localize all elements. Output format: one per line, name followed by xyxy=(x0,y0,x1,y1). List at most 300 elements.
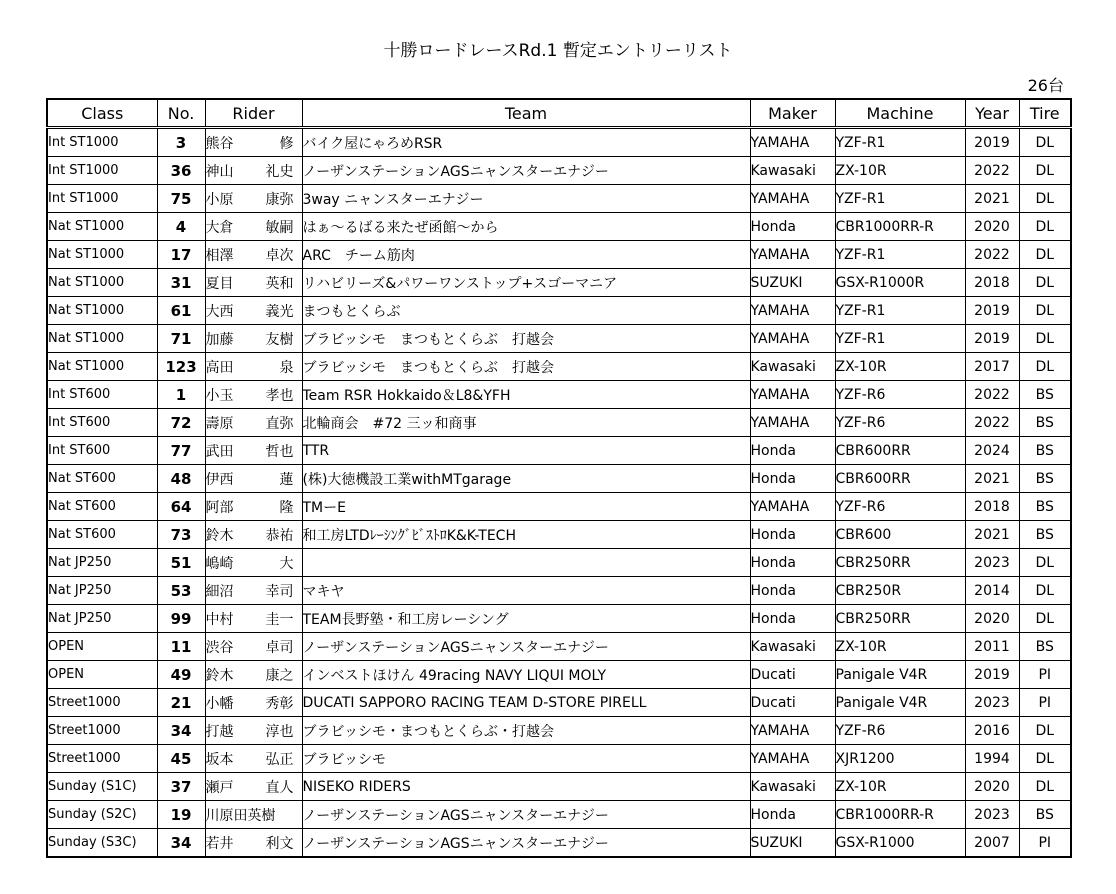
rider-family-name: 武田 xyxy=(205,443,234,460)
class-cell: Nat ST1000 xyxy=(47,297,157,325)
rider-cell xyxy=(205,185,302,213)
machine-cell: YZF-R6 xyxy=(835,717,965,745)
rider-name xyxy=(206,665,302,685)
maker-cell: Ducati xyxy=(750,689,835,717)
maker-cell: Honda xyxy=(750,577,835,605)
rider-family-name: 渋谷 xyxy=(205,639,234,656)
class-cell: Street1000 xyxy=(47,717,157,745)
tire-cell: BS xyxy=(1019,633,1071,661)
team-cell: ノーザンステーションAGSニャンスターエナジー xyxy=(302,157,750,185)
rider-name xyxy=(206,581,302,601)
class-cell: Int ST600 xyxy=(47,437,157,465)
table-row xyxy=(47,325,1071,353)
rider-cell xyxy=(205,689,302,717)
table-row xyxy=(47,157,1071,185)
year-cell: 2019 xyxy=(965,297,1019,325)
class-cell: Nat ST600 xyxy=(47,521,157,549)
year-cell: 2023 xyxy=(965,689,1019,717)
rider-family-name: 嶋崎 xyxy=(205,555,234,572)
number-cell: 73 xyxy=(157,521,205,549)
machine-cell: CBR1000RR-R xyxy=(835,213,965,241)
team-cell: ノーザンステーションAGSニャンスターエナジー xyxy=(302,801,750,829)
table-row xyxy=(47,633,1071,661)
maker-cell: YAMAHA xyxy=(750,493,835,521)
rider-name xyxy=(206,469,302,489)
table-row xyxy=(47,409,1071,437)
tire-cell: DL xyxy=(1019,577,1071,605)
page-title: 十勝ロードレースRd.1 暫定エントリーリスト xyxy=(383,41,733,61)
team-cell: TEAM長野塾・和工房レーシング xyxy=(302,605,750,633)
maker-cell: Honda xyxy=(750,549,835,577)
table-row xyxy=(47,269,1071,297)
class-cell: Sunday (S1C) xyxy=(47,773,157,801)
rider-given-name: 弘正 xyxy=(265,751,294,768)
year-cell: 2022 xyxy=(965,409,1019,437)
rider-family-name: 瀬戸 xyxy=(205,779,234,796)
rider-name xyxy=(206,525,302,545)
rider-cell xyxy=(205,465,302,493)
year-cell: 2019 xyxy=(965,661,1019,689)
machine-cell: ZX-10R xyxy=(835,773,965,801)
tire-cell: BS xyxy=(1019,409,1071,437)
rider-name xyxy=(206,245,302,265)
number-cell: 49 xyxy=(157,661,205,689)
machine-cell: CBR250R xyxy=(835,577,965,605)
table-row xyxy=(47,241,1071,269)
rider-cell xyxy=(205,353,302,381)
rider-cell xyxy=(205,409,302,437)
tire-cell: DL xyxy=(1019,213,1071,241)
tire-cell: BS xyxy=(1019,465,1071,493)
rider-name xyxy=(206,301,302,321)
rider-cell xyxy=(205,829,302,858)
rider-family-name: 阿部 xyxy=(205,499,234,516)
team-cell: ブラビッシモ・まつもとくらぶ・打越会 xyxy=(302,717,750,745)
rider-cell xyxy=(205,381,302,409)
team-cell: 北輪商会 #72 三ッ和商事 xyxy=(302,409,750,437)
tire-cell: DL xyxy=(1019,269,1071,297)
year-cell: 2017 xyxy=(965,353,1019,381)
rider-given-name: 英和 xyxy=(265,275,294,292)
rider-given-name: 康之 xyxy=(265,667,294,684)
tire-cell: DL xyxy=(1019,157,1071,185)
rider-cell xyxy=(205,745,302,773)
rider-given-name: 恭祐 xyxy=(265,527,294,544)
number-cell: 61 xyxy=(157,297,205,325)
tire-cell: DL xyxy=(1019,353,1071,381)
machine-cell: CBR600RR xyxy=(835,465,965,493)
rider-cell xyxy=(205,773,302,801)
rider-given-name: 秀彰 xyxy=(265,695,294,712)
class-cell: Nat ST1000 xyxy=(47,353,157,381)
year-cell: 2022 xyxy=(965,241,1019,269)
number-cell: 53 xyxy=(157,577,205,605)
number-cell: 11 xyxy=(157,633,205,661)
team-cell: ブラビッシモ xyxy=(302,745,750,773)
rider-name xyxy=(206,637,302,657)
rider-given-name: 敏嗣 xyxy=(265,219,294,236)
team-cell: TTR xyxy=(302,437,750,465)
rider-given-name: 直人 xyxy=(265,779,294,796)
maker-cell: YAMAHA xyxy=(750,409,835,437)
tire-cell: PI xyxy=(1019,661,1071,689)
table-row xyxy=(47,297,1071,325)
rider-family-name: 壽原 xyxy=(205,415,234,432)
class-cell: Nat ST1000 xyxy=(47,325,157,353)
number-cell: 48 xyxy=(157,465,205,493)
rider-name xyxy=(206,693,302,713)
rider-given-name: 直弥 xyxy=(265,415,294,432)
rider-name xyxy=(206,609,302,629)
maker-cell: SUZUKI xyxy=(750,269,835,297)
table-row xyxy=(47,213,1071,241)
year-cell: 2019 xyxy=(965,128,1019,157)
rider-cell xyxy=(205,633,302,661)
table-row xyxy=(47,521,1071,549)
machine-cell: YZF-R1 xyxy=(835,185,965,213)
year-cell: 2021 xyxy=(965,185,1019,213)
rider-family-name: 夏目 xyxy=(205,275,234,292)
maker-cell: Kawasaki xyxy=(750,633,835,661)
number-cell: 34 xyxy=(157,829,205,858)
rider-family-name: 若井 xyxy=(205,835,234,852)
rider-name xyxy=(206,805,302,825)
maker-cell: SUZUKI xyxy=(750,829,835,858)
table-row xyxy=(47,773,1071,801)
machine-cell: CBR600RR xyxy=(835,437,965,465)
class-cell: Sunday (S2C) xyxy=(47,801,157,829)
class-cell: Street1000 xyxy=(47,689,157,717)
maker-cell: Kawasaki xyxy=(750,353,835,381)
year-cell: 2022 xyxy=(965,381,1019,409)
tire-cell: DL xyxy=(1019,297,1071,325)
rider-given-name: 卓次 xyxy=(265,247,294,264)
rider-cell xyxy=(205,521,302,549)
rider-cell xyxy=(205,717,302,745)
team-cell: ブラビッシモ まつもとくらぶ 打越会 xyxy=(302,353,750,381)
rider-name xyxy=(206,749,302,769)
year-cell: 2022 xyxy=(965,157,1019,185)
rider-name xyxy=(206,385,302,405)
class-cell: Nat ST600 xyxy=(47,465,157,493)
team-cell: TMーE xyxy=(302,493,750,521)
table-row xyxy=(47,465,1071,493)
rider-name xyxy=(206,413,302,433)
rider-family-name: 伊西 xyxy=(205,471,234,488)
table-row xyxy=(47,605,1071,633)
tire-cell: BS xyxy=(1019,493,1071,521)
rider-given-name: 蓮 xyxy=(279,471,294,488)
class-cell: Int ST1000 xyxy=(47,185,157,213)
table-row xyxy=(47,689,1071,717)
tire-cell: BS xyxy=(1019,801,1071,829)
tire-cell: PI xyxy=(1019,829,1071,858)
tire-cell: DL xyxy=(1019,549,1071,577)
rider-name xyxy=(206,777,302,797)
machine-cell: YZF-R1 xyxy=(835,297,965,325)
maker-cell: Kawasaki xyxy=(750,157,835,185)
rider-name xyxy=(206,189,302,209)
rider-cell xyxy=(205,661,302,689)
team-cell: ARC チーム筋肉 xyxy=(302,241,750,269)
rider-cell xyxy=(205,437,302,465)
tire-cell: DL xyxy=(1019,605,1071,633)
year-cell: 2011 xyxy=(965,633,1019,661)
rider-given-name: 利文 xyxy=(265,835,294,852)
table-row xyxy=(47,801,1071,829)
header-team: Team xyxy=(302,99,750,128)
rider-cell xyxy=(205,493,302,521)
rider-family-name: 坂本 xyxy=(205,751,234,768)
rider-cell xyxy=(205,213,302,241)
rider-family-name: 鈴木 xyxy=(205,667,234,684)
machine-cell: ZX-10R xyxy=(835,157,965,185)
rider-name xyxy=(206,273,302,293)
machine-cell: CBR250RR xyxy=(835,549,965,577)
year-cell: 2018 xyxy=(965,493,1019,521)
table-row xyxy=(47,577,1071,605)
tire-cell: DL xyxy=(1019,185,1071,213)
rider-family-name: 細沼 xyxy=(205,583,234,600)
rider-family-name: 高田 xyxy=(205,359,234,376)
entry-count: 26台 xyxy=(1027,76,1064,95)
rider-given-name: 哲也 xyxy=(265,443,294,460)
maker-cell: YAMAHA xyxy=(750,185,835,213)
year-cell: 2007 xyxy=(965,829,1019,858)
table-row xyxy=(47,493,1071,521)
tire-cell: DL xyxy=(1019,325,1071,353)
team-cell: マキヤ xyxy=(302,577,750,605)
rider-given-name: 大 xyxy=(279,555,294,572)
number-cell: 77 xyxy=(157,437,205,465)
year-cell: 2024 xyxy=(965,437,1019,465)
rider-family-name: 打越 xyxy=(205,723,234,740)
number-cell: 19 xyxy=(157,801,205,829)
machine-cell: YZF-R6 xyxy=(835,493,965,521)
header-rider: Rider xyxy=(205,99,302,128)
table-row xyxy=(47,549,1071,577)
maker-cell: YAMAHA xyxy=(750,325,835,353)
maker-cell: YAMAHA xyxy=(750,381,835,409)
rider-name xyxy=(206,833,302,853)
table-row xyxy=(47,829,1071,858)
class-cell: Int ST600 xyxy=(47,409,157,437)
number-cell: 4 xyxy=(157,213,205,241)
maker-cell: YAMAHA xyxy=(750,297,835,325)
year-cell: 2020 xyxy=(965,605,1019,633)
header-row xyxy=(47,99,1071,128)
year-cell: 2023 xyxy=(965,801,1019,829)
team-cell: ノーザンステーションAGSニャンスターエナジー xyxy=(302,633,750,661)
team-cell: Team RSR Hokkaido＆L8&YFH xyxy=(302,381,750,409)
header-tire: Tire xyxy=(1019,99,1071,128)
machine-cell: ZX-10R xyxy=(835,633,965,661)
machine-cell: YZF-R1 xyxy=(835,128,965,157)
year-cell: 2018 xyxy=(965,269,1019,297)
team-cell: NISEKO RIDERS xyxy=(302,773,750,801)
maker-cell: Honda xyxy=(750,801,835,829)
number-cell: 75 xyxy=(157,185,205,213)
maker-cell: Kawasaki xyxy=(750,773,835,801)
rider-name xyxy=(206,721,302,741)
rider-family-name: 鈴木 xyxy=(205,527,234,544)
tire-cell: BS xyxy=(1019,521,1071,549)
table-row xyxy=(47,185,1071,213)
table-row xyxy=(47,128,1071,157)
maker-cell: Honda xyxy=(750,437,835,465)
rider-family-name: 小幡 xyxy=(205,695,234,712)
number-cell: 37 xyxy=(157,773,205,801)
rider-given-name: 隆 xyxy=(279,499,294,516)
machine-cell: YZF-R1 xyxy=(835,325,965,353)
tire-cell: DL xyxy=(1019,773,1071,801)
rider-cell xyxy=(205,549,302,577)
number-cell: 36 xyxy=(157,157,205,185)
tire-cell: DL xyxy=(1019,128,1071,157)
year-cell: 2014 xyxy=(965,577,1019,605)
rider-given-name: 圭一 xyxy=(265,611,294,628)
table-row xyxy=(47,661,1071,689)
class-cell: OPEN xyxy=(47,633,157,661)
rider-family-name: 神山 xyxy=(205,163,234,180)
number-cell: 21 xyxy=(157,689,205,717)
class-cell: Nat ST1000 xyxy=(47,241,157,269)
year-cell: 2019 xyxy=(965,325,1019,353)
number-cell: 51 xyxy=(157,549,205,577)
tire-cell: PI xyxy=(1019,689,1071,717)
year-cell: 2020 xyxy=(965,213,1019,241)
rider-given-name: 康弥 xyxy=(265,191,294,208)
maker-cell: YAMAHA xyxy=(750,745,835,773)
team-cell: (株)大徳機設工業withMTgarage xyxy=(302,465,750,493)
machine-cell: YZF-R1 xyxy=(835,241,965,269)
rider-name xyxy=(206,133,302,153)
header-maker: Maker xyxy=(750,99,835,128)
class-cell: Nat ST600 xyxy=(47,493,157,521)
maker-cell: YAMAHA xyxy=(750,128,835,157)
rider-cell xyxy=(205,241,302,269)
rider-family-name: 熊谷 xyxy=(205,135,234,152)
maker-cell: Honda xyxy=(750,213,835,241)
machine-cell: ZX-10R xyxy=(835,353,965,381)
year-cell: 2023 xyxy=(965,549,1019,577)
rider-cell xyxy=(205,269,302,297)
number-cell: 17 xyxy=(157,241,205,269)
rider-family-name: 川原田英樹 xyxy=(205,807,276,824)
table-row xyxy=(47,381,1071,409)
team-cell: ノーザンステーションAGSニャンスターエナジー xyxy=(302,829,750,858)
number-cell: 64 xyxy=(157,493,205,521)
rider-cell xyxy=(205,297,302,325)
machine-cell: XJR1200 xyxy=(835,745,965,773)
class-cell: Int ST1000 xyxy=(47,157,157,185)
rider-given-name: 卓司 xyxy=(265,639,294,656)
machine-cell: CBR600 xyxy=(835,521,965,549)
rider-name xyxy=(206,329,302,349)
rider-name xyxy=(206,497,302,517)
machine-cell: YZF-R6 xyxy=(835,409,965,437)
rider-name xyxy=(206,217,302,237)
rider-cell xyxy=(205,157,302,185)
table-row xyxy=(47,437,1071,465)
tire-cell: BS xyxy=(1019,437,1071,465)
maker-cell: Honda xyxy=(750,521,835,549)
number-cell: 99 xyxy=(157,605,205,633)
rider-given-name: 孝也 xyxy=(265,387,294,404)
tire-cell: DL xyxy=(1019,241,1071,269)
class-cell: Nat JP250 xyxy=(47,549,157,577)
rider-name xyxy=(206,161,302,181)
class-cell: Int ST600 xyxy=(47,381,157,409)
header-no: No. xyxy=(157,99,205,128)
table-row xyxy=(47,353,1071,381)
rider-cell xyxy=(205,801,302,829)
rider-given-name: 幸司 xyxy=(265,583,294,600)
class-cell: Street1000 xyxy=(47,745,157,773)
maker-cell: YAMAHA xyxy=(750,717,835,745)
number-cell: 72 xyxy=(157,409,205,437)
entry-table xyxy=(46,98,1072,858)
year-cell: 2016 xyxy=(965,717,1019,745)
rider-given-name: 礼史 xyxy=(265,163,294,180)
machine-cell: CBR1000RR-R xyxy=(835,801,965,829)
rider-name xyxy=(206,357,302,377)
year-cell: 2020 xyxy=(965,773,1019,801)
number-cell: 3 xyxy=(157,128,205,157)
machine-cell: GSX-R1000R xyxy=(835,269,965,297)
number-cell: 71 xyxy=(157,325,205,353)
number-cell: 34 xyxy=(157,717,205,745)
class-cell: OPEN xyxy=(47,661,157,689)
tire-cell: BS xyxy=(1019,381,1071,409)
maker-cell: YAMAHA xyxy=(750,241,835,269)
maker-cell: Honda xyxy=(750,605,835,633)
rider-cell xyxy=(205,577,302,605)
class-cell: Nat ST1000 xyxy=(47,269,157,297)
team-cell: まつもとくらぶ xyxy=(302,297,750,325)
rider-cell xyxy=(205,605,302,633)
team-cell: DUCATI SAPPORO RACING TEAM D-STORE PIRELL xyxy=(302,689,750,717)
rider-given-name: 修 xyxy=(279,135,294,152)
rider-family-name: 小原 xyxy=(205,191,234,208)
number-cell: 1 xyxy=(157,381,205,409)
rider-family-name: 中村 xyxy=(205,611,234,628)
class-cell: Nat ST1000 xyxy=(47,213,157,241)
header-year: Year xyxy=(965,99,1019,128)
team-cell xyxy=(302,549,750,577)
team-cell: 3way ニャンスターエナジー xyxy=(302,185,750,213)
rider-name xyxy=(206,553,302,573)
rider-cell xyxy=(205,128,302,157)
number-cell: 31 xyxy=(157,269,205,297)
header-machine: Machine xyxy=(835,99,965,128)
year-cell: 2021 xyxy=(965,465,1019,493)
tire-cell: DL xyxy=(1019,745,1071,773)
rider-family-name: 相澤 xyxy=(205,247,234,264)
number-cell: 45 xyxy=(157,745,205,773)
rider-given-name: 淳也 xyxy=(265,723,294,740)
rider-given-name: 泉 xyxy=(279,359,294,376)
machine-cell: Panigale V4R xyxy=(835,689,965,717)
rider-family-name: 加藤 xyxy=(205,331,234,348)
number-cell: 123 xyxy=(157,353,205,381)
team-cell: バイク屋にゃろめRSR xyxy=(302,128,750,157)
class-cell: Int ST1000 xyxy=(47,128,157,157)
machine-cell: CBR250RR xyxy=(835,605,965,633)
rider-cell xyxy=(205,325,302,353)
maker-cell: Honda xyxy=(750,465,835,493)
team-cell: ブラビッシモ まつもとくらぶ 打越会 xyxy=(302,325,750,353)
